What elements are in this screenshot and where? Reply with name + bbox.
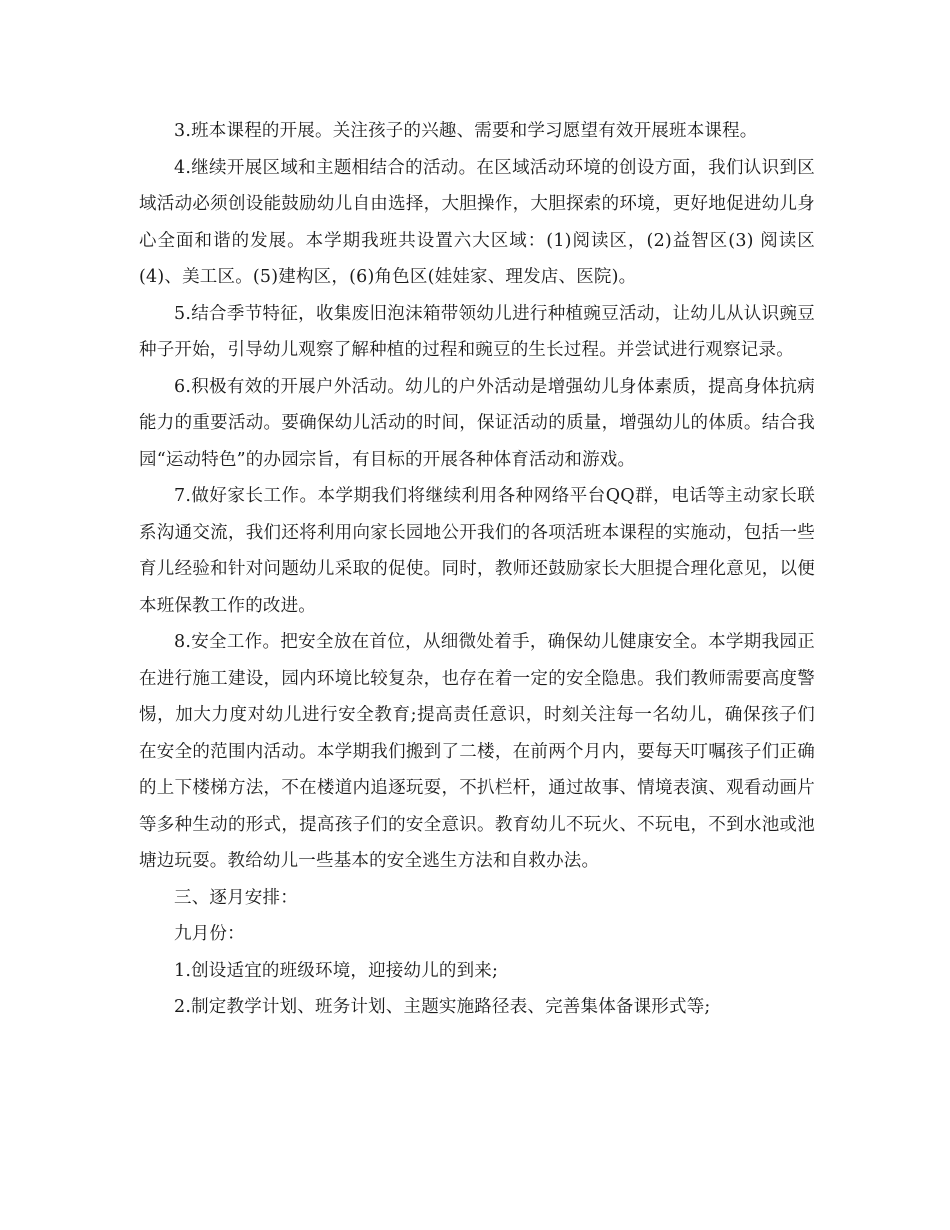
paragraph-planting-activity: 5.结合季节特征，收集废旧泡沫箱带领幼儿进行种植豌豆活动，让幼儿从认识豌豆种子开始，引导幼儿观察了解种植的过程和豌豆的生长过程。并尝试进行观察记录。 (139, 303, 815, 360)
paragraph-area-activities: 4.继续开展区域和主题相结合的活动。在区域活动环境的创设方面，我们认识到区域活动必须创设能鼓励幼儿自由选择，大胆操作，大胆探索的环境，更好地促进幼儿身心全面和谐的发展。本学期我班共设置六大区域：(1)阅读区，(2)益智区(3) 阅读区(4)、美工区。(5)建构区，(6)角色区(娃娃家、理发店、医院)。 (139, 157, 815, 287)
document-page (139, 113, 815, 1026)
month-heading-september: 九月份： (174, 924, 245, 944)
paragraph-parent-work: 7.做好家长工作。本学期我们将继续利用各种网络平台QQ群，电话等主动家长联系沟通交流，我们还将利用向家长园地公开我们的各项活班本课程的实施动，包括一些育儿经验和针对问题幼儿采取的促使。同时，教师还鼓励家长大胆提合理化意见，以便本班保教工作的改进。 (139, 486, 815, 616)
paragraph-outdoor-activities: 6.积极有效的开展户外活动。幼儿的户外活动是增强幼儿身体素质，提高身体抗病能力的重要活动。要确保幼儿活动的时间，保证活动的质量，增强幼儿的体质。结合我园“运动特色”的办园宗旨，有目标的开展各种体育活动和游戏。 (139, 376, 815, 470)
section-heading-monthly-plan: 三、逐月安排： (174, 887, 298, 908)
list-item-september-1: 1.创设适宜的班级环境，迎接幼儿的到来; (174, 960, 499, 981)
paragraph-safety-work: 8.安全工作。把安全放在首位，从细微处着手，确保幼儿健康安全。本学期我园正在进行施工建设，园内环境比较复杂，也存在着一定的安全隐患。我们教师需要高度警惕，加大力度对幼儿进行安全教育;提高责任意识，时刻关注每一名幼儿，确保孩子们在安全的范围内活动。本学期我们搬到了二楼，在前两个月内，要每天叮嘱孩子们正确的上下楼梯方法，不在楼道内追逐玩耍，不扒栏杆，通过故事、情境表演、观看动画片等多种生动的形式，提高孩子们的安全意识。教育幼儿不玩火、不玩电，不到水池或池塘边玩耍。教给幼儿一些基本的安全逃生方法和自救办法。 (139, 632, 815, 871)
list-item-september-2: 2.制定教学计划、班务计划、主题实施路径表、完善集体备课形式等; (174, 997, 711, 1017)
paragraph-class-curriculum: 3.班本课程的开展。关注孩子的兴趣、需要和学习愿望有效开展班本课程。 (174, 121, 758, 141)
